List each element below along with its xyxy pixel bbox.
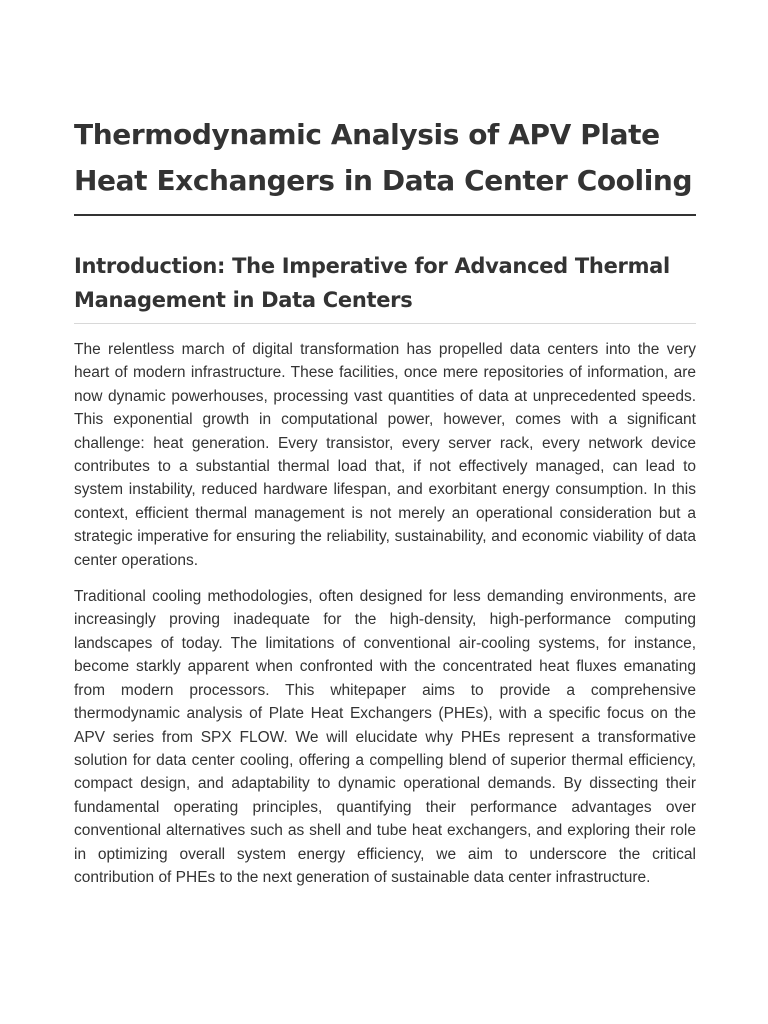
body-paragraph: The relentless march of digital transformation has propelled data centers into the very heart of modern infrastructure. These facilities, once mere repositories of information, are now dynamic powerhouses, processing vast quantities of data at unprecedented speeds. This exponential growth in computational power, however, comes with a significant challenge: heat generation. Every transistor, every server rack, every network device contributes to a substantial thermal load that, if not effectively managed, can lead to system instability, reduced hardware lifespan, and exorbitant energy consumption. In this context, efficient thermal management is not merely an operational consideration but a strategic imperative for ensuring the reliability, sustainability, and economic viability of data center operations. bbox=[74, 341, 696, 569]
document-page bbox=[74, 112, 696, 889]
section-introduction bbox=[74, 249, 696, 889]
document-title: Thermodynamic Analysis of APV Plate Heat Exchangers in Data Center Cooling bbox=[74, 112, 696, 216]
body-paragraph: Traditional cooling methodologies, often designed for less demanding environments, are increasingly proving inadequate for the high-density, high-performance computing landscapes of today. The limitations of conventional air-cooling systems, for instance, become starkly apparent when confronted with the concentrated heat fluxes emanating from modern processors. This whitepaper aims to provide a comprehensive thermodynamic analysis of Plate Heat Exchangers (PHEs), with a specific focus on the APV series from SPX FLOW. We will elucidate why PHEs represent a transformative solution for data center cooling, offering a compelling blend of superior thermal efficiency, compact design, and adaptability to dynamic operational demands. By dissecting their fundamental operating principles, quantifying their performance advantages over conventional alternatives such as shell and tube heat exchangers, and exploring their role in optimizing overall system energy efficiency, we aim to underscore the critical contribution of PHEs to the next generation of sustainable data center infrastructure. bbox=[74, 588, 696, 886]
section-heading: Introduction: The Imperative for Advanced Thermal Management in Data Centers bbox=[74, 249, 696, 324]
